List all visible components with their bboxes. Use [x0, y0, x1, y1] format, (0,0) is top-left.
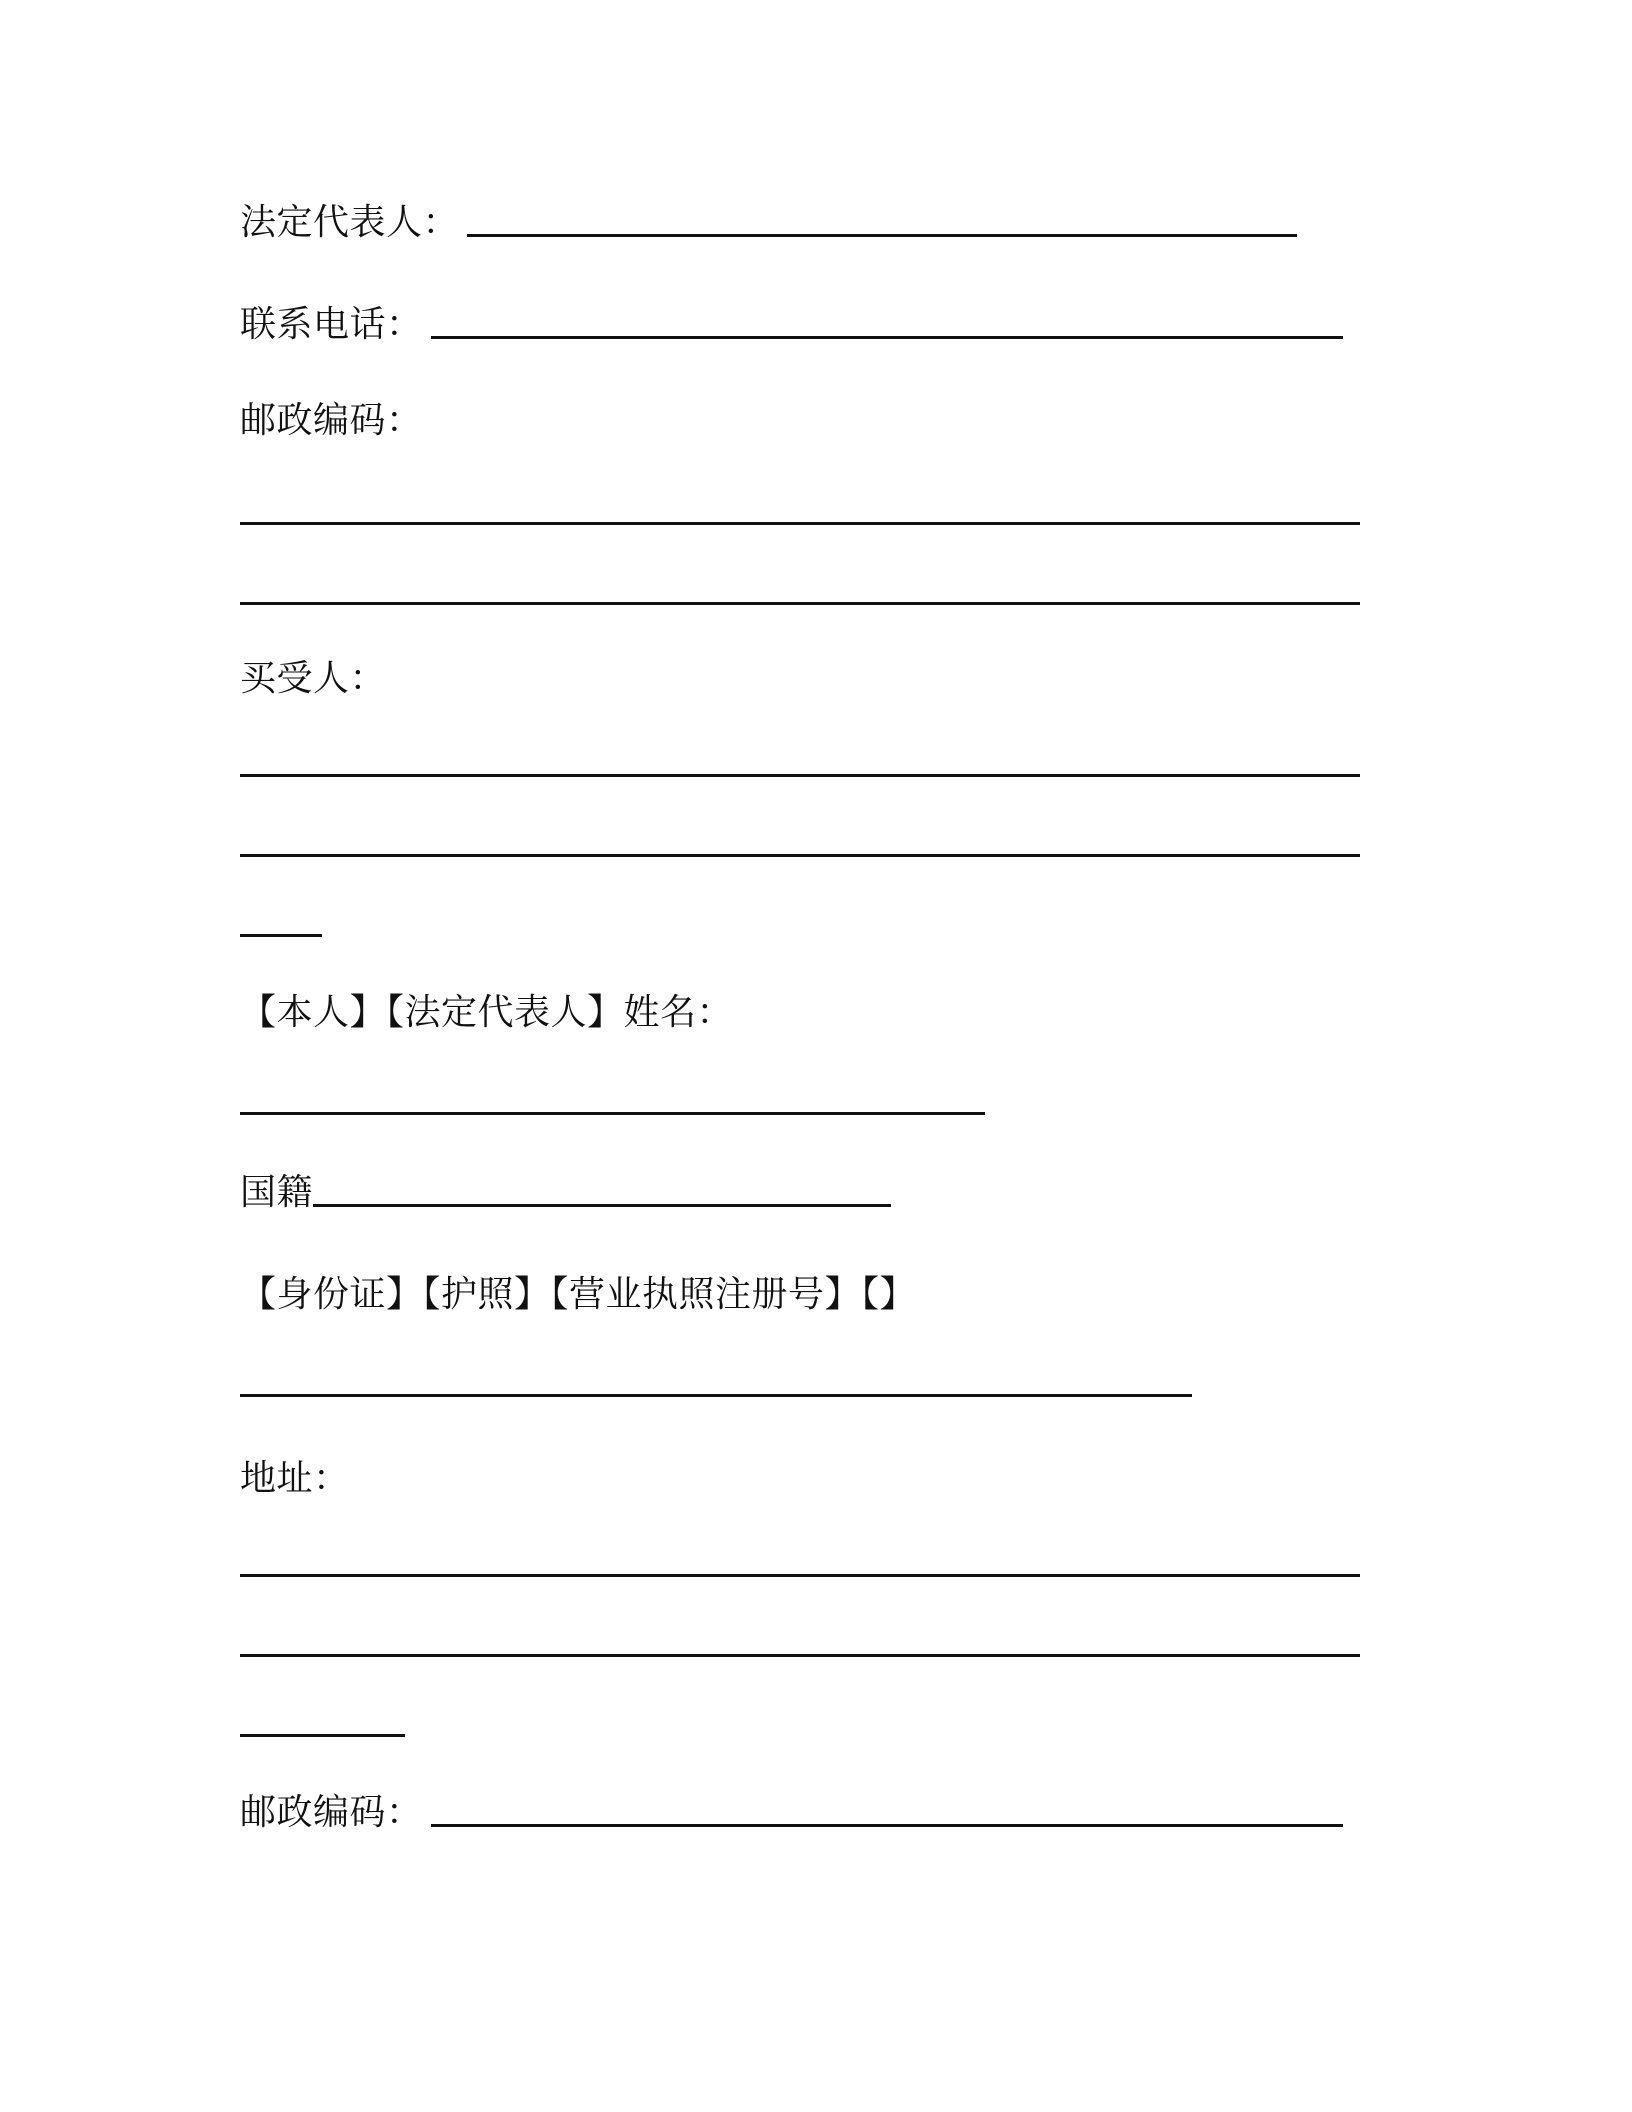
address-label: 地址：	[240, 1458, 350, 1499]
id-types-label: 【身份证】【护照】【营业执照注册号】【】	[240, 1274, 917, 1315]
postal-code-field[interactable]	[240, 522, 1360, 525]
name-blank-line	[240, 1078, 985, 1124]
buyer-label: 买受人：	[240, 658, 387, 699]
buyer-field-continued[interactable]	[240, 854, 1360, 857]
address-blank-line-1	[240, 1540, 1360, 1586]
buyer-blank-line-1	[240, 740, 1360, 786]
name-row	[240, 990, 733, 1036]
buyer-row	[240, 656, 386, 702]
buyer-blank-line-3	[240, 900, 322, 946]
postal-code-label: 邮政编码：	[240, 400, 423, 441]
name-label: 【本人】【法定代表人】姓名：	[240, 992, 734, 1033]
buyer-field-end[interactable]	[240, 934, 322, 937]
address-field-continued[interactable]	[240, 1654, 1360, 1657]
address-blank-line-3	[240, 1700, 405, 1746]
postal-code-blank-line-2	[240, 568, 1360, 614]
address-field[interactable]	[240, 1574, 1360, 1577]
nationality-field[interactable]	[313, 1204, 891, 1207]
buyer-field[interactable]	[240, 774, 1360, 777]
buyer-blank-line-2	[240, 820, 1360, 866]
postal-code-field-continued[interactable]	[240, 602, 1360, 605]
postal-code-label-2: 邮政编码：	[240, 1792, 423, 1833]
nationality-label: 国籍	[240, 1172, 314, 1213]
legal-rep-label: 法定代表人：	[240, 202, 460, 243]
phone-field[interactable]	[431, 336, 1343, 339]
postal-code-row-2	[240, 1790, 1343, 1836]
name-field[interactable]	[240, 1112, 985, 1115]
id-types-row	[240, 1272, 916, 1318]
phone-row	[240, 302, 1343, 348]
postal-code-field-2[interactable]	[431, 1824, 1343, 1827]
phone-label: 联系电话：	[240, 304, 423, 345]
address-field-end[interactable]	[240, 1734, 405, 1737]
postal-code-blank-line-1	[240, 488, 1360, 534]
id-number-field[interactable]	[240, 1394, 1192, 1397]
legal-rep-row	[240, 200, 1297, 246]
postal-code-row-1	[240, 398, 423, 444]
address-row	[240, 1456, 350, 1502]
nationality-row	[240, 1170, 891, 1216]
address-blank-line-2	[240, 1620, 1360, 1666]
id-number-blank-line	[240, 1360, 1192, 1406]
legal-rep-field[interactable]	[467, 234, 1297, 237]
